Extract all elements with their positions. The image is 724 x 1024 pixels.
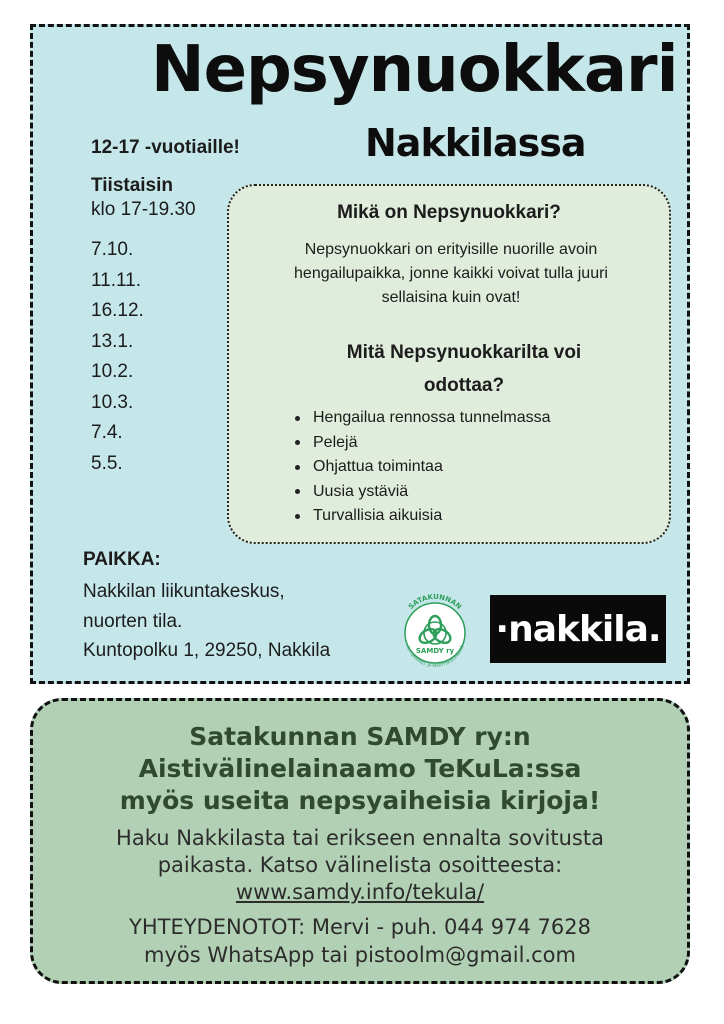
event-panel: [30, 24, 690, 684]
list-item: [295, 406, 550, 431]
promo-text: [33, 721, 687, 817]
date-item: 5.5.: [91, 452, 123, 474]
contact-line: myös WhatsApp tai pistoolm@gmail.com: [144, 943, 576, 967]
page-title: Nepsynuokkari: [151, 33, 678, 107]
address-line: Kuntopolku 1, 29250, Nakkila: [83, 640, 331, 661]
nakkila-logo: ·nakkila.: [490, 595, 666, 663]
list-item-label: Ohjattua toimintaa: [313, 458, 443, 476]
svg-text:AUTISMIKIRJO- JA KEHITYSKIELIH: AUTISMIKIRJO- JA KEHITYSKIELIHAIRIÖ: [405, 644, 465, 669]
age-group: 12-17 -vuotiaille!: [91, 137, 240, 158]
svg-text:SAMDY ry: SAMDY ry: [415, 647, 455, 655]
list-item: [295, 431, 550, 456]
schedule-day: Tiistaisin: [91, 175, 174, 196]
pickup-info: [33, 825, 687, 906]
date-item: 7.4.: [91, 422, 123, 443]
address-line: Nakkilan liikuntakeskus,: [83, 581, 285, 602]
list-item: [295, 480, 550, 505]
date-item: 10.2.: [91, 361, 134, 382]
bullet-icon: [295, 489, 300, 494]
expectations-list: [295, 406, 550, 529]
date-list: [91, 235, 144, 479]
info-heading: Mikä on Nepsynuokkari?: [337, 202, 561, 223]
contact-line: YHTEYDENOTOT: Mervi - puh. 044 974 7628: [129, 915, 591, 939]
expectations-heading: Mitä Nepsynuokkarilta voi odottaa?: [346, 342, 582, 396]
list-item-label: Hengailua rennossa tunnelmassa: [313, 409, 551, 427]
svg-text:SATAKUNNAN: SATAKUNNAN: [407, 592, 463, 611]
info-box: [227, 184, 671, 544]
page-subtitle: Nakkilassa: [365, 121, 586, 165]
pickup-line: Haku Nakkilasta tai erikseen ennalta sovitusta: [116, 826, 604, 850]
date-item: 16.12.: [91, 300, 144, 321]
bullet-icon: [295, 440, 300, 445]
place-label: PAIKKA:: [83, 549, 161, 570]
bullet-icon: [295, 416, 300, 421]
promo-line: Satakunnan SAMDY ry:n: [189, 722, 531, 751]
bullet-icon: [295, 514, 300, 519]
date-item: 7.10.: [91, 239, 134, 260]
address-line: nuorten tila.: [83, 610, 183, 632]
list-item-label: Uusia ystäviä: [313, 482, 409, 500]
tekula-link[interactable]: www.samdy.info/tekula/: [235, 880, 485, 904]
list-item-label: Pelejä: [313, 433, 358, 451]
promo-line: Aistivälinelainaamo TeKuLa:ssa: [138, 754, 582, 783]
schedule-time: klo 17-19.30: [91, 199, 196, 220]
list-item: [295, 455, 550, 480]
promo-line: myös useita nepsyaiheisia kirjoja!: [119, 786, 601, 815]
contact-info: [33, 913, 687, 969]
list-item: [295, 504, 550, 529]
bullet-icon: [295, 465, 300, 470]
date-item: 13.1.: [91, 330, 134, 352]
pickup-line: paikasta. Katso välinelista osoitteesta:: [157, 853, 563, 877]
list-item-label: Turvallisia aikuisia: [313, 507, 443, 525]
info-description: Nepsynuokkari on erityisille nuorille avoin hengailupaikka, jonne kaikki voivat tulla juuri sellaisina kuin ovat!: [294, 241, 608, 306]
place-address: [83, 577, 330, 666]
date-item: 11.11.: [91, 269, 142, 291]
date-item: 10.3.: [91, 391, 134, 413]
lending-panel: [30, 698, 690, 984]
samdy-logo: [395, 587, 475, 673]
